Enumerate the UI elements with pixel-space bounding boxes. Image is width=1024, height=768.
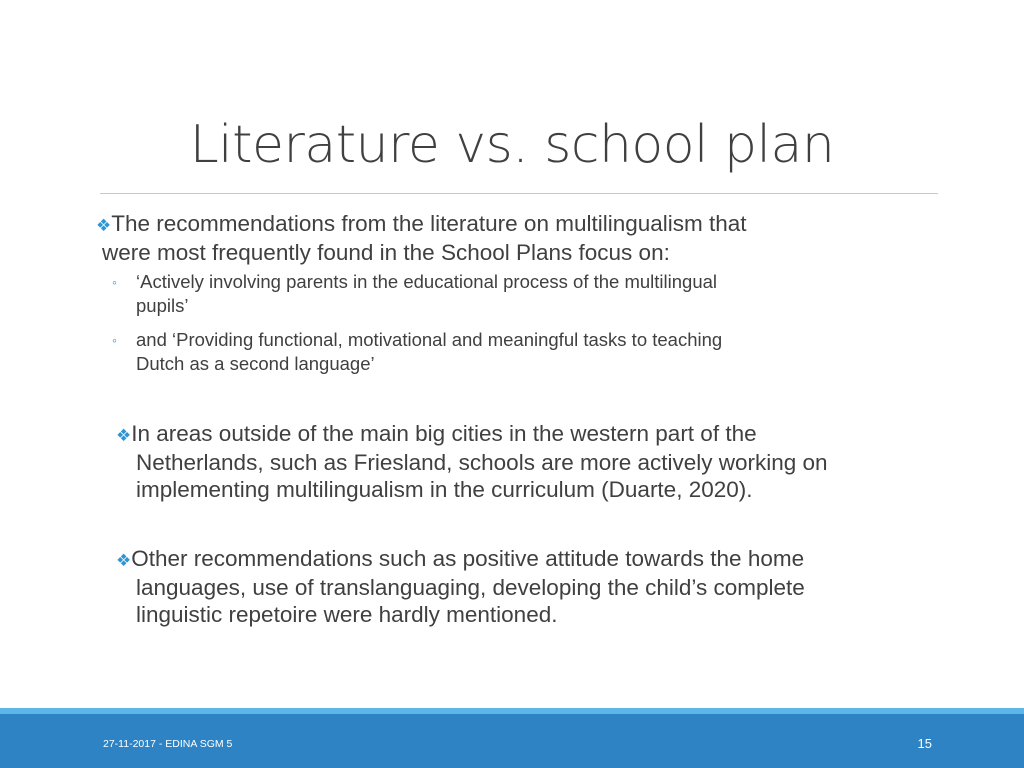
bullet-line: The recommendations from the literature on multilingualism that — [111, 211, 747, 236]
sub-bullet-line: Dutch as a second language’ — [136, 353, 375, 374]
bullet-line: In areas outside of the main big cities in the western part of the — [131, 421, 757, 446]
circle-bullet-icon: ◦ — [112, 332, 117, 348]
title-divider — [100, 193, 938, 194]
bullet-item — [116, 545, 956, 628]
footer-date-text: 27-11-2017 - EDINA SGM 5 — [103, 738, 233, 750]
footer-bar — [0, 714, 1024, 768]
bullet-item — [96, 210, 916, 266]
slide-title: Literature vs. school plan — [189, 115, 835, 175]
sub-bullet-line: pupils’ — [136, 295, 189, 316]
slide-number: 15 — [917, 736, 932, 751]
bullet-line: implementing multilingualism in the curriculum (Duarte, 2020). — [136, 477, 753, 502]
sub-bullet-line: and ‘Providing functional, motivational and meaningful tasks to teaching — [136, 329, 723, 350]
diamond-bullet-icon: ❖ — [96, 216, 112, 235]
sub-bullet-line: ‘Actively involving parents in the educational process of the multilingual — [136, 271, 718, 292]
bullet-line: Netherlands, such as Friesland, schools are more actively working on — [136, 450, 828, 475]
bullet-line: languages, use of translanguaging, developing the child’s complete — [136, 575, 805, 600]
bullet-line: Other recommendations such as positive attitude towards the home — [131, 546, 805, 571]
bullet-line: linguistic repetoire were hardly mentioned. — [136, 602, 558, 627]
bullet-item — [116, 420, 956, 503]
diamond-bullet-icon: ❖ — [116, 426, 132, 445]
diamond-bullet-icon: ❖ — [116, 551, 132, 570]
bullet-line: were most frequently found in the School Plans focus on: — [102, 240, 670, 265]
sub-bullet-item — [112, 270, 902, 318]
sub-bullet-item — [112, 328, 902, 376]
circle-bullet-icon: ◦ — [112, 274, 117, 290]
